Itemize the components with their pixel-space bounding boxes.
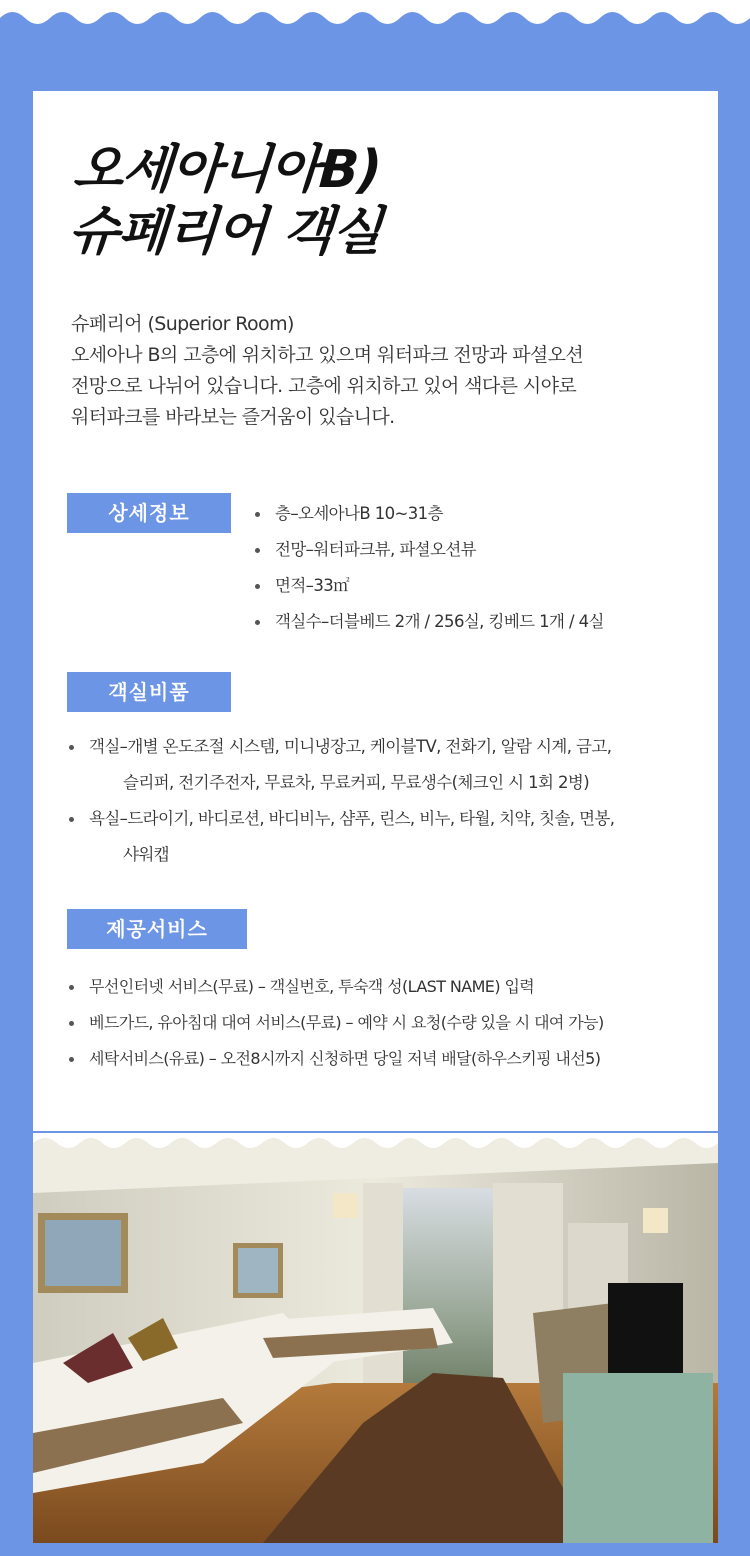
- title-line-1: 오세아니아B): [71, 140, 383, 200]
- room-name: 슈페리어 (Superior Room): [71, 313, 294, 335]
- description-line: 오세아나 B의 고층에 위치하고 있으며 워터파크 전망과 파셜오션: [71, 344, 584, 366]
- list-item-line: 욕실–드라이기, 바디로션, 바디비누, 샴푸, 린스, 비누, 타월, 치약, 칫솔, 면봉,: [89, 809, 615, 828]
- title-line-2: 슈페리어 객실: [66, 202, 384, 262]
- list-item: 층–오세아나B 10~31층: [253, 496, 604, 532]
- services-list: [67, 969, 717, 1077]
- list-item: 면적–33㎡: [253, 568, 604, 604]
- list-item: 전망–워터파크뷰, 파셜오션뷰: [253, 532, 604, 568]
- services-tag: 제공서비스: [67, 909, 247, 949]
- description-line: 워터파크를 바라보는 즐거움이 있습니다.: [71, 406, 395, 428]
- list-item-line: 객실–개별 온도조절 시스템, 미니냉장고, 케이블TV, 전화기, 알람 시계, 금고,: [89, 737, 612, 756]
- room-photo: [33, 1133, 718, 1543]
- list-item: [67, 729, 707, 801]
- page-title: [67, 139, 388, 263]
- list-item: 무선인터넷 서비스(무료) – 객실번호, 투숙객 성(LAST NAME) 입력: [67, 969, 717, 1005]
- wave-border-top: [0, 0, 750, 40]
- list-item: 객실수–더블베드 2개 / 256실, 킹베드 1개 / 4실: [253, 604, 604, 640]
- list-item: 베드가드, 유아침대 대여 서비스(무료) – 예약 시 요청(수량 있을 시 대여 가능): [67, 1005, 717, 1041]
- amenities-list: [67, 729, 707, 873]
- description-line: 전망으로 나뉘어 있습니다. 고층에 위치하고 있어 색다른 시야로: [71, 375, 577, 397]
- info-card: [33, 91, 718, 1131]
- list-item-line: 슬리퍼, 전기주전자, 무료차, 무료커피, 무료생수(체크인 시 1회 2병): [123, 773, 590, 792]
- list-item-line: 샤워캡: [123, 845, 170, 864]
- list-item: 세탁서비스(유료) – 오전8시까지 신청하면 당일 저녁 배달(하우스키핑 내선5): [67, 1041, 717, 1077]
- details-list: [253, 496, 604, 640]
- room-description: [71, 309, 701, 433]
- amenities-tag: 객실비품: [67, 672, 231, 712]
- list-item: [67, 801, 707, 873]
- details-tag: 상세정보: [67, 493, 231, 533]
